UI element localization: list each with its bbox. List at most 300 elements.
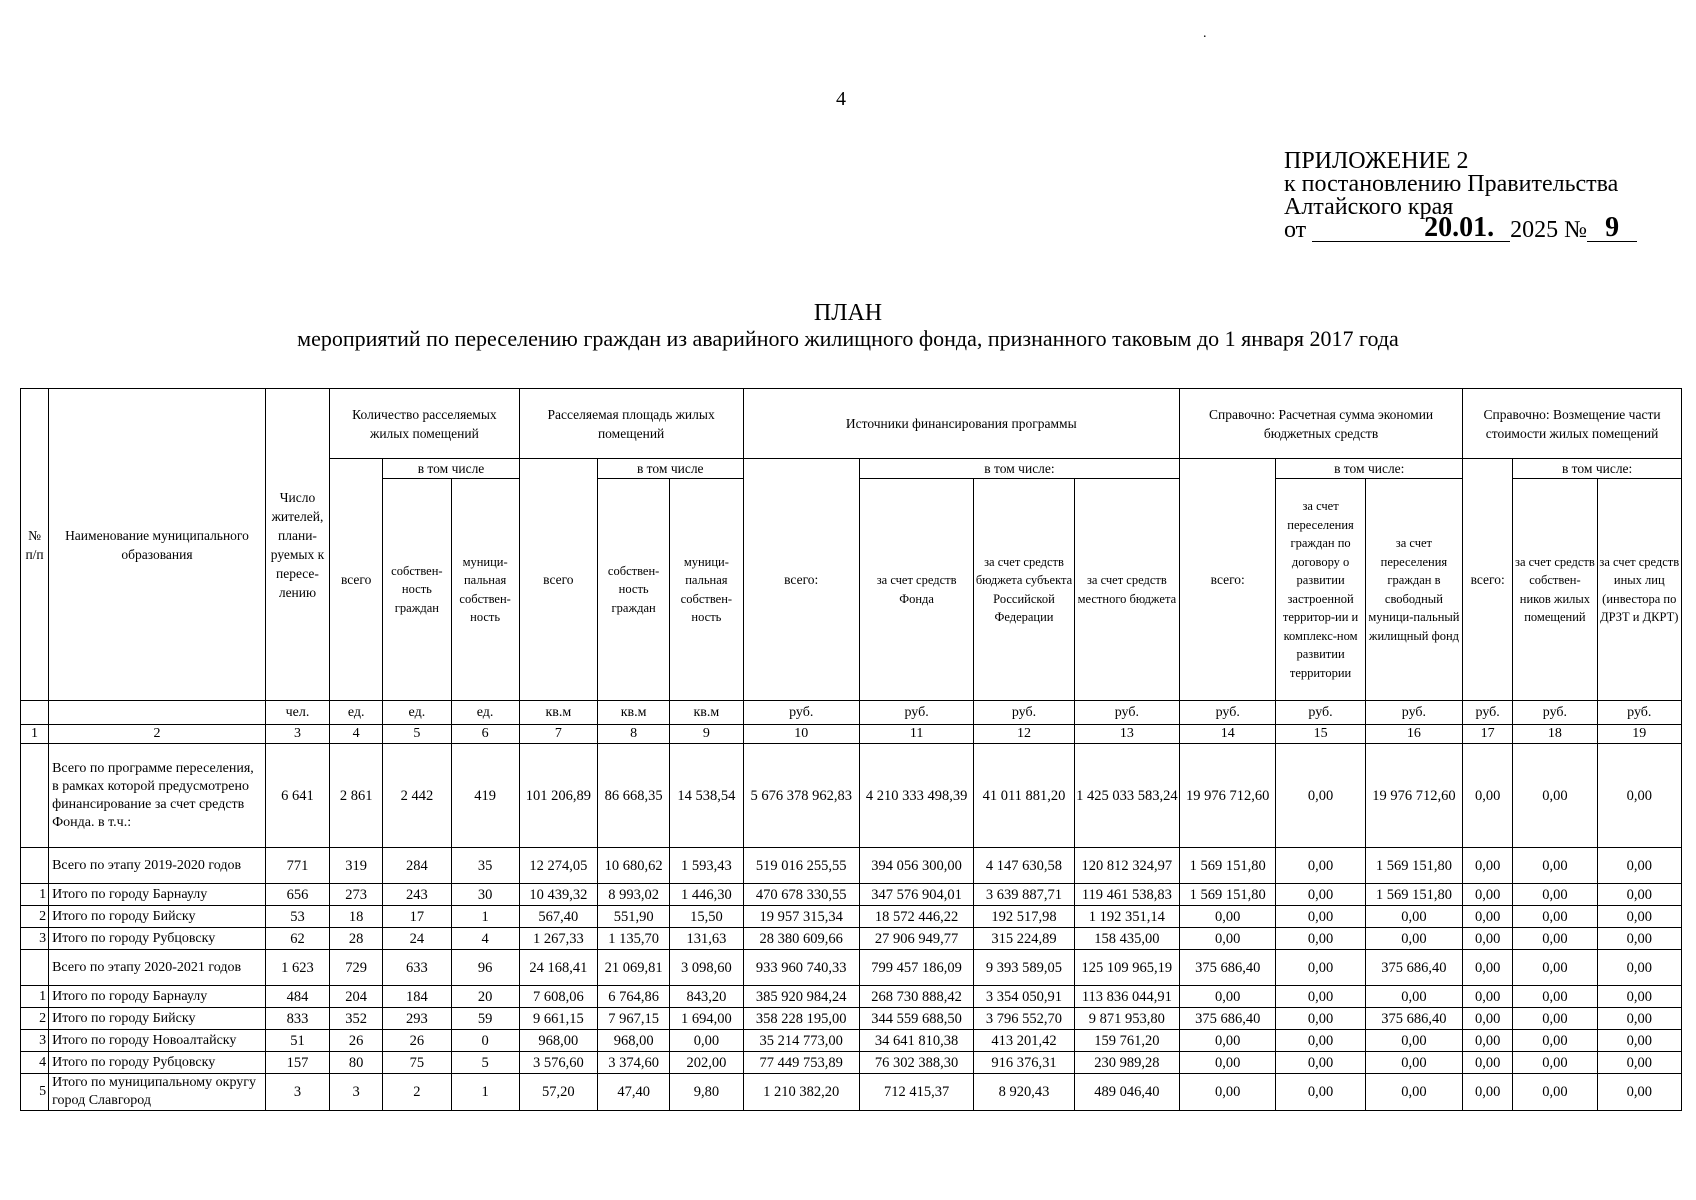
row-value-cell: 0,00 xyxy=(1463,1052,1513,1074)
row-value-cell: 0,00 xyxy=(1365,986,1462,1008)
column-number: 6 xyxy=(451,725,519,744)
row-value-cell: 0,00 xyxy=(1597,884,1681,906)
header-area-total: всего xyxy=(519,459,597,701)
row-number: 2 xyxy=(21,906,49,928)
row-value-cell: 28 xyxy=(330,928,383,950)
row-value-cell: 0,00 xyxy=(1463,848,1513,884)
row-value-cell: 113 836 044,91 xyxy=(1074,986,1179,1008)
row-value-cell: 18 572 446,22 xyxy=(859,906,973,928)
row-municipality-name: Итого по муниципальному округу город Славгород xyxy=(49,1074,266,1111)
row-value-cell: 0,00 xyxy=(1463,1030,1513,1052)
unit-cell: кв.м xyxy=(598,701,670,725)
unit-cell: руб. xyxy=(1074,701,1179,725)
handwritten-date: 20.01. xyxy=(1424,212,1495,243)
row-value-cell: 131,63 xyxy=(670,928,743,950)
unit-cell: кв.м xyxy=(670,701,743,725)
row-value-cell: 0,00 xyxy=(1513,906,1597,928)
row-value-cell: 0,00 xyxy=(1513,744,1597,848)
row-value-cell: 0,00 xyxy=(1597,1052,1681,1074)
header-others-funds: за счет средств иных лиц (инвестора по ДРЗТ и ДКРТ) xyxy=(1597,479,1681,701)
row-value-cell: 17 xyxy=(383,906,451,928)
row-value-cell: 0,00 xyxy=(1365,928,1462,950)
row-value-cell: 0,00 xyxy=(1365,1030,1462,1052)
unit-cell: руб. xyxy=(1463,701,1513,725)
header-residents: Число жителей, плани-руемых к пересе-лению xyxy=(265,389,329,701)
row-value-cell: 96 xyxy=(451,950,519,986)
row-value-cell: 1 694,00 xyxy=(670,1008,743,1030)
row-value-cell: 1 267,33 xyxy=(519,928,597,950)
row-value-cell: 9 393 589,05 xyxy=(974,950,1074,986)
row-value-cell: 489 046,40 xyxy=(1074,1074,1179,1111)
unit-cell: руб. xyxy=(743,701,859,725)
row-municipality-name: Итого по городу Рубцовску xyxy=(49,1052,266,1074)
row-value-cell: 0,00 xyxy=(1597,928,1681,950)
row-value-cell: 6 764,86 xyxy=(598,986,670,1008)
header-rooms-total: всего xyxy=(330,459,383,701)
row-value-cell: 0,00 xyxy=(1276,906,1365,928)
row-value-cell: 0,00 xyxy=(1463,950,1513,986)
row-value-cell: 4 147 630,58 xyxy=(974,848,1074,884)
appendix-line-3: Алтайского края xyxy=(1284,194,1454,220)
row-number: 2 xyxy=(21,1008,49,1030)
appendix-date-line xyxy=(1284,212,1637,243)
row-value-cell: 1 135,70 xyxy=(598,928,670,950)
row-value-cell: 551,90 xyxy=(598,906,670,928)
unit-cell: чел. xyxy=(265,701,329,725)
row-value-cell: 344 559 688,50 xyxy=(859,1008,973,1030)
row-municipality-name: Итого по городу Бийску xyxy=(49,1008,266,1030)
table-row xyxy=(21,928,1682,950)
table-row xyxy=(21,1074,1682,1111)
row-value-cell: 799 457 186,09 xyxy=(859,950,973,986)
row-value-cell: 470 678 330,55 xyxy=(743,884,859,906)
row-value-cell: 0,00 xyxy=(1276,744,1365,848)
column-number: 11 xyxy=(859,725,973,744)
header-comp-incl: в том числе: xyxy=(1513,459,1682,479)
row-value-cell: 1 569 151,80 xyxy=(1180,848,1276,884)
row-value-cell: 57,20 xyxy=(519,1074,597,1111)
row-value-cell: 26 xyxy=(330,1030,383,1052)
unit-cell: ед. xyxy=(383,701,451,725)
row-value-cell: 24 168,41 xyxy=(519,950,597,986)
row-value-cell: 1 xyxy=(451,906,519,928)
table-body xyxy=(21,744,1682,1111)
row-value-cell: 77 449 753,89 xyxy=(743,1052,859,1074)
row-value-cell: 202,00 xyxy=(670,1052,743,1074)
header-num: № п/п xyxy=(21,389,49,701)
column-number: 9 xyxy=(670,725,743,744)
row-value-cell: 59 xyxy=(451,1008,519,1030)
row-value-cell: 933 960 740,33 xyxy=(743,950,859,986)
row-value-cell: 1 210 382,20 xyxy=(743,1074,859,1111)
header-finance-incl: в том числе: xyxy=(859,459,1179,479)
header-owners-funds: за счет средств собствен-ников жилых помещений xyxy=(1513,479,1597,701)
row-value-cell: 0,00 xyxy=(1463,744,1513,848)
row-value-cell: 375 686,40 xyxy=(1365,1008,1462,1030)
row-value-cell: 0,00 xyxy=(1180,1030,1276,1052)
row-value-cell: 375 686,40 xyxy=(1180,950,1276,986)
row-value-cell: 0,00 xyxy=(1513,950,1597,986)
row-value-cell: 729 xyxy=(330,950,383,986)
appendix-block xyxy=(1284,150,1637,242)
appendix-title: ПРИЛОЖЕНИЕ 2 xyxy=(1284,148,1469,174)
row-value-cell: 28 380 609,66 xyxy=(743,928,859,950)
row-value-cell: 0,00 xyxy=(1513,1074,1597,1111)
row-value-cell: 159 761,20 xyxy=(1074,1030,1179,1052)
row-value-cell: 1 569 151,80 xyxy=(1365,848,1462,884)
row-value-cell: 119 461 538,83 xyxy=(1074,884,1179,906)
header-rooms-incl: в том числе xyxy=(383,459,519,479)
row-value-cell: 3 639 887,71 xyxy=(974,884,1074,906)
row-value-cell: 0,00 xyxy=(1180,986,1276,1008)
row-value-cell: 7 608,06 xyxy=(519,986,597,1008)
corner-mark: . xyxy=(1203,26,1207,41)
row-value-cell: 0,00 xyxy=(1180,1074,1276,1111)
row-value-cell: 268 730 888,42 xyxy=(859,986,973,1008)
row-value-cell: 7 967,15 xyxy=(598,1008,670,1030)
row-value-cell: 0,00 xyxy=(1513,848,1597,884)
row-value-cell: 76 302 388,30 xyxy=(859,1052,973,1074)
column-number: 16 xyxy=(1365,725,1462,744)
table-row xyxy=(21,950,1682,986)
unit-cell: руб. xyxy=(1180,701,1276,725)
header-resettle-free: за счет переселения граждан в свободный муници-пальный жилищный фонд xyxy=(1365,479,1462,701)
row-value-cell: 358 228 195,00 xyxy=(743,1008,859,1030)
row-value-cell: 833 xyxy=(265,1008,329,1030)
row-value-cell: 10 439,32 xyxy=(519,884,597,906)
row-value-cell: 0,00 xyxy=(1463,986,1513,1008)
row-value-cell: 86 668,35 xyxy=(598,744,670,848)
row-value-cell: 0,00 xyxy=(1180,906,1276,928)
row-value-cell: 293 xyxy=(383,1008,451,1030)
column-number: 18 xyxy=(1513,725,1597,744)
number-underline xyxy=(1587,212,1637,243)
column-number: 4 xyxy=(330,725,383,744)
table-row xyxy=(21,986,1682,1008)
row-value-cell: 6 641 xyxy=(265,744,329,848)
row-value-cell: 0,00 xyxy=(670,1030,743,1052)
row-value-cell: 1 569 151,80 xyxy=(1365,884,1462,906)
table-header xyxy=(21,389,1682,744)
row-value-cell: 0,00 xyxy=(1276,1008,1365,1030)
row-value-cell: 26 xyxy=(383,1030,451,1052)
header-fund: за счет средств Фонда xyxy=(859,479,973,701)
row-number xyxy=(21,848,49,884)
unit-cell: руб. xyxy=(1597,701,1681,725)
column-number: 12 xyxy=(974,725,1074,744)
row-value-cell: 0,00 xyxy=(1276,1074,1365,1111)
row-value-cell: 0,00 xyxy=(1597,950,1681,986)
row-value-cell: 120 812 324,97 xyxy=(1074,848,1179,884)
row-value-cell: 20 xyxy=(451,986,519,1008)
row-value-cell: 0,00 xyxy=(1276,1052,1365,1074)
row-value-cell: 4 xyxy=(451,928,519,950)
row-value-cell: 273 xyxy=(330,884,383,906)
header-local-budget: за счет средств местного бюджета xyxy=(1074,479,1179,701)
column-number: 17 xyxy=(1463,725,1513,744)
row-value-cell: 0,00 xyxy=(1513,884,1597,906)
row-value-cell: 4 210 333 498,39 xyxy=(859,744,973,848)
row-value-cell: 0,00 xyxy=(1597,848,1681,884)
row-value-cell: 10 680,62 xyxy=(598,848,670,884)
row-value-cell: 158 435,00 xyxy=(1074,928,1179,950)
row-value-cell: 843,20 xyxy=(670,986,743,1008)
row-value-cell: 80 xyxy=(330,1052,383,1074)
row-value-cell: 633 xyxy=(383,950,451,986)
row-value-cell: 35 214 773,00 xyxy=(743,1030,859,1052)
table-row xyxy=(21,1052,1682,1074)
row-value-cell: 0,00 xyxy=(1597,1074,1681,1111)
row-municipality-name: Итого по городу Рубцовску xyxy=(49,928,266,950)
row-number: 4 xyxy=(21,1052,49,1074)
unit-cell: руб. xyxy=(1276,701,1365,725)
table-row xyxy=(21,1008,1682,1030)
row-value-cell: 5 676 378 962,83 xyxy=(743,744,859,848)
date-underline xyxy=(1312,212,1510,243)
row-municipality-name: Всего по программе переселения, в рамках которой предусмотрено финансирование за счет средств Фонда. в т.ч.: xyxy=(49,744,266,848)
header-savings-incl: в том числе: xyxy=(1276,459,1463,479)
year-label: 2025 № xyxy=(1510,217,1588,243)
column-number: 14 xyxy=(1180,725,1276,744)
row-value-cell: 1 623 xyxy=(265,950,329,986)
unit-cell-blank-1 xyxy=(21,701,49,725)
unit-cell: руб. xyxy=(1365,701,1462,725)
row-value-cell: 394 056 300,00 xyxy=(859,848,973,884)
row-value-cell: 0,00 xyxy=(1365,1074,1462,1111)
column-number: 8 xyxy=(598,725,670,744)
column-number: 10 xyxy=(743,725,859,744)
column-number: 1 xyxy=(21,725,49,744)
row-value-cell: 0,00 xyxy=(1276,950,1365,986)
header-name: Наименование муниципального образования xyxy=(49,389,266,701)
row-number xyxy=(21,744,49,848)
row-value-cell: 1 569 151,80 xyxy=(1180,884,1276,906)
row-value-cell: 9 871 953,80 xyxy=(1074,1008,1179,1030)
row-value-cell: 0,00 xyxy=(1513,986,1597,1008)
row-value-cell: 1 192 351,14 xyxy=(1074,906,1179,928)
row-value-cell: 192 517,98 xyxy=(974,906,1074,928)
row-value-cell: 0,00 xyxy=(1513,1008,1597,1030)
row-value-cell: 75 xyxy=(383,1052,451,1074)
row-value-cell: 419 xyxy=(451,744,519,848)
row-value-cell: 184 xyxy=(383,986,451,1008)
header-area-owned: собствен-ность граждан xyxy=(598,479,670,701)
row-number: 3 xyxy=(21,928,49,950)
row-municipality-name: Итого по городу Бийску xyxy=(49,906,266,928)
row-value-cell: 27 906 949,77 xyxy=(859,928,973,950)
row-value-cell: 2 861 xyxy=(330,744,383,848)
row-value-cell: 0,00 xyxy=(1180,928,1276,950)
row-value-cell: 0 xyxy=(451,1030,519,1052)
row-value-cell: 0,00 xyxy=(1597,1030,1681,1052)
row-value-cell: 0,00 xyxy=(1597,906,1681,928)
row-value-cell: 1 446,30 xyxy=(670,884,743,906)
table-row xyxy=(21,744,1682,848)
row-value-cell: 15,50 xyxy=(670,906,743,928)
row-value-cell: 284 xyxy=(383,848,451,884)
row-value-cell: 319 xyxy=(330,848,383,884)
row-value-cell: 19 957 315,34 xyxy=(743,906,859,928)
row-value-cell: 916 376,31 xyxy=(974,1052,1074,1074)
header-comp-total: всего: xyxy=(1463,459,1513,701)
row-value-cell: 0,00 xyxy=(1276,884,1365,906)
row-value-cell: 0,00 xyxy=(1276,986,1365,1008)
row-value-cell: 3 xyxy=(265,1074,329,1111)
row-value-cell: 3 098,60 xyxy=(670,950,743,986)
row-value-cell: 230 989,28 xyxy=(1074,1052,1179,1074)
row-value-cell: 3 354 050,91 xyxy=(974,986,1074,1008)
table-row xyxy=(21,1030,1682,1052)
row-value-cell: 30 xyxy=(451,884,519,906)
row-value-cell: 0,00 xyxy=(1463,1074,1513,1111)
row-value-cell: 0,00 xyxy=(1597,744,1681,848)
row-value-cell: 21 069,81 xyxy=(598,950,670,986)
row-value-cell: 157 xyxy=(265,1052,329,1074)
row-value-cell: 3 796 552,70 xyxy=(974,1008,1074,1030)
row-value-cell: 484 xyxy=(265,986,329,1008)
row-value-cell: 19 976 712,60 xyxy=(1365,744,1462,848)
unit-cell: ед. xyxy=(451,701,519,725)
plan-table xyxy=(20,388,1682,1111)
column-number: 7 xyxy=(519,725,597,744)
header-rooms-group: Количество расселяемых жилых помещений xyxy=(330,389,520,459)
row-value-cell: 243 xyxy=(383,884,451,906)
row-value-cell: 385 920 984,24 xyxy=(743,986,859,1008)
table-row xyxy=(21,906,1682,928)
page-number: 4 xyxy=(836,88,846,110)
unit-cell: ед. xyxy=(330,701,383,725)
row-number: 5 xyxy=(21,1074,49,1111)
row-value-cell: 34 641 810,38 xyxy=(859,1030,973,1052)
header-resettle-contract: за счет переселения граждан по договору о развитии застроенной территор-ии и комплекс-ном развитии территории xyxy=(1276,479,1365,701)
unit-cell: руб. xyxy=(974,701,1074,725)
handwritten-number: 9 xyxy=(1605,212,1620,243)
row-value-cell: 712 415,37 xyxy=(859,1074,973,1111)
row-value-cell: 0,00 xyxy=(1463,906,1513,928)
row-value-cell: 24 xyxy=(383,928,451,950)
row-municipality-name: Итого по городу Новоалтайску xyxy=(49,1030,266,1052)
row-value-cell: 3 xyxy=(330,1074,383,1111)
unit-cell: руб. xyxy=(859,701,973,725)
appendix-line-2: к постановлению Правительства xyxy=(1284,171,1619,197)
row-value-cell: 0,00 xyxy=(1597,986,1681,1008)
row-value-cell: 0,00 xyxy=(1276,1030,1365,1052)
row-number: 3 xyxy=(21,1030,49,1052)
row-value-cell: 0,00 xyxy=(1463,884,1513,906)
row-value-cell: 771 xyxy=(265,848,329,884)
header-finance-total: всего: xyxy=(743,459,859,701)
row-value-cell: 204 xyxy=(330,986,383,1008)
row-value-cell: 0,00 xyxy=(1365,906,1462,928)
row-value-cell: 5 xyxy=(451,1052,519,1074)
row-value-cell: 1 593,43 xyxy=(670,848,743,884)
row-value-cell: 968,00 xyxy=(519,1030,597,1052)
row-value-cell: 968,00 xyxy=(598,1030,670,1052)
column-number: 15 xyxy=(1276,725,1365,744)
header-finance-group: Источники финансирования программы xyxy=(743,389,1180,459)
row-value-cell: 18 xyxy=(330,906,383,928)
row-value-cell: 352 xyxy=(330,1008,383,1030)
row-value-cell: 9 661,15 xyxy=(519,1008,597,1030)
row-value-cell: 375 686,40 xyxy=(1180,1008,1276,1030)
row-value-cell: 47,40 xyxy=(598,1074,670,1111)
header-area-group: Расселяемая площадь жилых помещений xyxy=(519,389,743,459)
row-value-cell: 0,00 xyxy=(1597,1008,1681,1030)
header-savings-group: Справочно: Расчетная сумма экономии бюджетных средств xyxy=(1180,389,1463,459)
row-value-cell: 0,00 xyxy=(1513,928,1597,950)
row-value-cell: 375 686,40 xyxy=(1365,950,1462,986)
row-value-cell: 3 374,60 xyxy=(598,1052,670,1074)
column-number: 3 xyxy=(265,725,329,744)
column-number: 13 xyxy=(1074,725,1179,744)
row-value-cell: 1 xyxy=(451,1074,519,1111)
row-value-cell: 347 576 904,01 xyxy=(859,884,973,906)
plan-title: ПЛАН xyxy=(813,300,883,326)
header-savings-total: всего: xyxy=(1180,459,1276,701)
date-prefix: от xyxy=(1284,217,1307,243)
row-value-cell: 101 206,89 xyxy=(519,744,597,848)
row-value-cell: 315 224,89 xyxy=(974,928,1074,950)
column-number: 2 xyxy=(49,725,266,744)
unit-cell-blank-2 xyxy=(49,701,266,725)
header-area-incl: в том числе xyxy=(598,459,744,479)
header-rooms-owned: собствен-ность граждан xyxy=(383,479,451,701)
row-value-cell: 2 442 xyxy=(383,744,451,848)
column-number: 5 xyxy=(383,725,451,744)
row-value-cell: 0,00 xyxy=(1276,928,1365,950)
row-value-cell: 62 xyxy=(265,928,329,950)
row-value-cell: 3 576,60 xyxy=(519,1052,597,1074)
row-municipality-name: Итого по городу Барнаулу xyxy=(49,884,266,906)
row-municipality-name: Итого по городу Барнаулу xyxy=(49,986,266,1008)
row-value-cell: 53 xyxy=(265,906,329,928)
row-value-cell: 0,00 xyxy=(1463,928,1513,950)
unit-cell: кв.м xyxy=(519,701,597,725)
row-value-cell: 0,00 xyxy=(1463,1008,1513,1030)
row-municipality-name: Всего по этапу 2019-2020 годов xyxy=(49,848,266,884)
row-value-cell: 0,00 xyxy=(1365,1052,1462,1074)
plan-subtitle: мероприятий по переселению граждан из аварийного жилищного фонда, признанного таковым до 1 января 2017 года xyxy=(297,326,1399,351)
row-number: 1 xyxy=(21,884,49,906)
row-value-cell: 35 xyxy=(451,848,519,884)
row-value-cell: 12 274,05 xyxy=(519,848,597,884)
row-value-cell: 0,00 xyxy=(1276,848,1365,884)
row-municipality-name: Всего по этапу 2020-2021 годов xyxy=(49,950,266,986)
table-row xyxy=(21,884,1682,906)
row-value-cell: 656 xyxy=(265,884,329,906)
row-value-cell: 8 993,02 xyxy=(598,884,670,906)
column-number: 19 xyxy=(1597,725,1681,744)
row-value-cell: 519 016 255,55 xyxy=(743,848,859,884)
row-number xyxy=(21,950,49,986)
header-rooms-municipal: муници-пальная собствен-ность xyxy=(451,479,519,701)
row-number: 1 xyxy=(21,986,49,1008)
row-value-cell: 9,80 xyxy=(670,1074,743,1111)
row-value-cell: 51 xyxy=(265,1030,329,1052)
row-value-cell: 8 920,43 xyxy=(974,1074,1074,1111)
row-value-cell: 567,40 xyxy=(519,906,597,928)
header-area-municipal: муници-пальная собствен-ность xyxy=(670,479,743,701)
row-value-cell: 0,00 xyxy=(1513,1052,1597,1074)
row-value-cell: 2 xyxy=(383,1074,451,1111)
row-value-cell: 14 538,54 xyxy=(670,744,743,848)
row-value-cell: 0,00 xyxy=(1513,1030,1597,1052)
row-value-cell: 41 011 881,20 xyxy=(974,744,1074,848)
row-value-cell: 1 425 033 583,24 xyxy=(1074,744,1179,848)
table-row xyxy=(21,848,1682,884)
unit-cell: руб. xyxy=(1513,701,1597,725)
row-value-cell: 413 201,42 xyxy=(974,1030,1074,1052)
